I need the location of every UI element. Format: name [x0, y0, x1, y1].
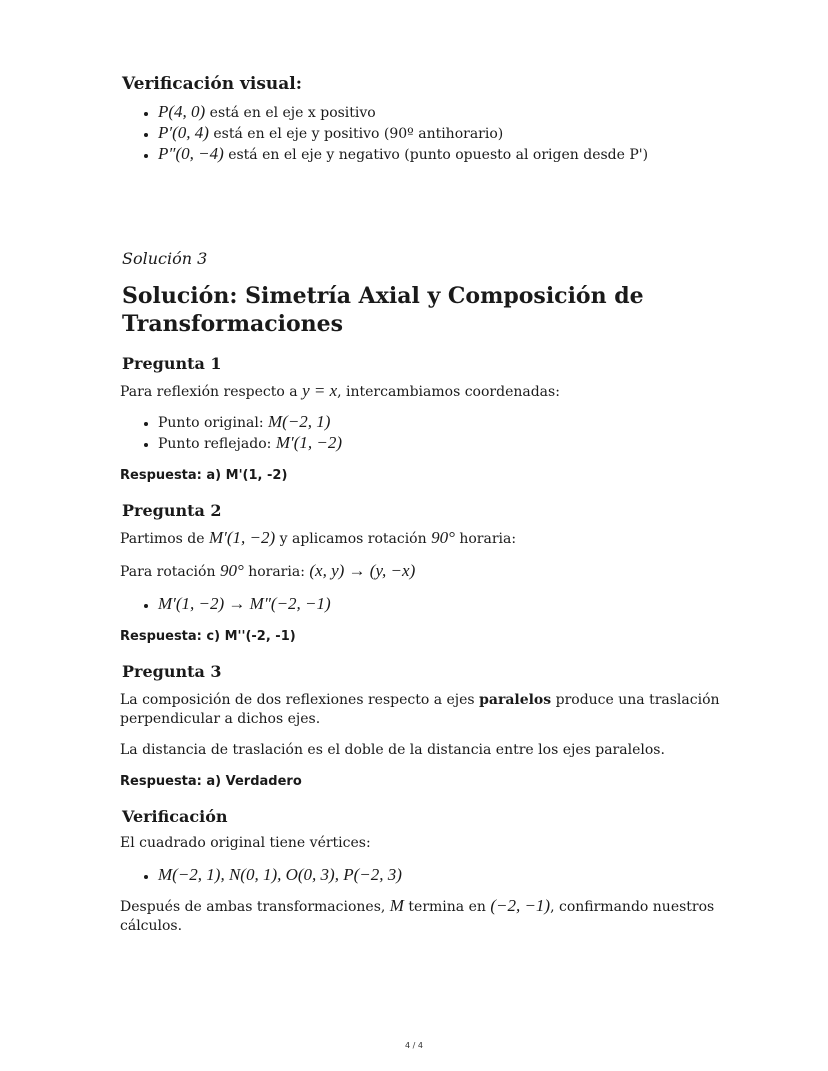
visual-check-list — [120, 102, 720, 165]
list-item: • P(4, 0) está en el eje x positivo — [158, 102, 720, 123]
visual-check-heading: Verificación visual: — [122, 74, 303, 94]
q3-paragraph-2: La distancia de traslación es el doble de la distancia entre los ejes paralelos. — [120, 742, 665, 758]
q1-intro: Para reflexión respecto a y = x, intercambiamos coordenadas: — [120, 381, 560, 400]
q2-answer: Respuesta: c) M''(-2, -1) — [120, 629, 296, 644]
q2-paragraph-1: Partimos de M′(1, −2) y aplicamos rotación 90° horaria: — [120, 528, 517, 547]
list-item: • P″(0, −4) está en el eje y negativo (punto opuesto al origen desde P') — [158, 144, 720, 165]
q3-answer: Respuesta: a) Verdadero — [120, 774, 302, 789]
verification-paragraph-1: El cuadrado original tiene vértices: — [120, 835, 371, 851]
q1-answer: Respuesta: a) M'(1, -2) — [120, 468, 288, 483]
verification-heading: Verificación — [122, 807, 228, 826]
verification-list — [120, 865, 720, 886]
q2-list — [120, 594, 720, 615]
page-content — [120, 60, 720, 936]
list-item: • Punto reflejado: M′(1, −2) — [158, 433, 720, 454]
list-item: • P′(0, 4) está en el eje y positivo (90º antihorario) — [158, 123, 720, 144]
q3-heading: Pregunta 3 — [122, 662, 222, 681]
solution-label: Solución 3 — [122, 249, 208, 268]
solution-title: Solución: Simetría Axial y Composición de Transformaciones — [122, 283, 644, 337]
q3-paragraph-1: La composición de dos reflexiones respecto a ejes paralelos produce una traslación perpendicular a dichos ejes. — [120, 692, 720, 727]
page-number: 4 / 4 — [405, 1041, 423, 1050]
q1-list — [120, 412, 720, 454]
verification-paragraph-2: Después de ambas transformaciones, M termina en (−2, −1), confirmando nuestros cálculos. — [120, 896, 715, 934]
list-item: • M(−2, 1), N(0, 1), O(0, 3), P(−2, 3) — [158, 865, 720, 886]
list-item: • Punto original: M(−2, 1) — [158, 412, 720, 433]
list-item: • M′(1, −2) → M″(−2, −1) — [158, 594, 720, 615]
q1-heading: Pregunta 1 — [122, 354, 222, 373]
q2-paragraph-2: Para rotación 90° horaria: (x, y) → (y, −x) — [120, 561, 416, 580]
q2-heading: Pregunta 2 — [122, 501, 222, 520]
